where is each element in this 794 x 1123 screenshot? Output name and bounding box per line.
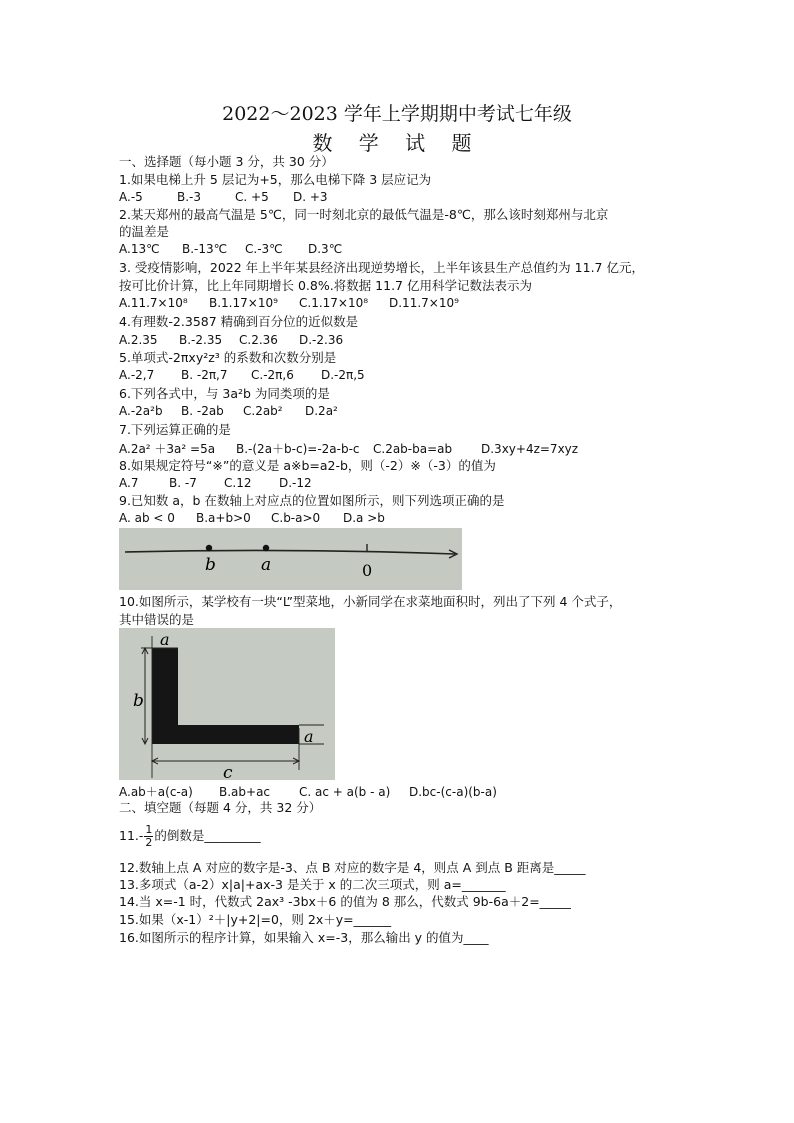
number-line-figure [119,528,462,590]
q6-option-c: C.2ab² [243,404,283,418]
l-shape-figure [119,628,335,780]
q3-option-a: A.11.7×10⁸ [119,296,188,310]
q8-option-c: C.12 [224,476,252,490]
q5-option-d: D.-2π,5 [321,368,365,382]
q10-option-b: B.ab+ac [219,785,271,799]
q2-option-d: D.3℃ [308,242,343,256]
q1-option-d: D. +3 [293,190,328,204]
q6-options [119,404,338,418]
q10-options [119,783,497,800]
q16-text: 16.如图所示的程序计算，如果输入 x=-3，那么输出 y 的值为____ [119,930,489,945]
q14-text: 14.当 x=-1 时，代数式 2ax³ -3bx＋6 的值为 8 那么，代数式 9b-6a＋2=_____ [119,894,571,909]
q6-text: 6.下列各式中，与 3a²b 为同类项的是 [119,386,330,401]
q3-text-line1: 3. 受疫情影响，2022 年上半年某县经济出现逆势增长，上半年该县生产总值约为 11.7 亿元， [119,260,644,275]
q6-option-a: A.-2a²b [119,404,163,418]
q10-text-line1: 10.如图所示，某学校有一块“L”型菜地，小新同学在求菜地面积时，列出了下列 4 个式子， [119,594,622,609]
q1-text: 1.如果电梯上升 5 层记为+5，那么电梯下降 3 层应记为 [119,172,432,187]
q4-option-c: C.2.36 [239,333,278,347]
q3-option-b: B.1.17×10⁹ [209,296,278,310]
q7-options [119,440,578,457]
q10-text-line2: 其中错误的是 [119,612,195,627]
q5-option-a: A.-2,7 [119,368,155,382]
label-a: a [261,555,272,575]
q2-option-c: C.-3℃ [245,242,283,256]
q11-prefix: 11.- [119,828,144,843]
q5-option-b: B. -2π,7 [181,368,228,382]
q9-text: 9.已知数 a，b 在数轴上对应点的位置如图所示，则下列选项正确的是 [119,493,505,508]
q1-options [119,190,328,204]
q5-options [119,368,365,382]
q2-option-b: B.-13℃ [182,242,228,256]
label-b: b [205,555,216,575]
q9-option-a: A. ab < 0 [119,511,175,525]
q10-option-d: D.bc-(c-a)(b-a) [409,785,497,799]
q5-option-c: C.-2π,6 [251,368,294,382]
exam-subtitle: 数 学 试 题 [312,131,482,155]
q4-text: 4.有理数-2.3587 精确到百分位的近似数是 [119,314,359,329]
label-zero: 0 [362,561,373,580]
q3-text-line2: 按可比价计算，比上年同期增长 0.8%.将数据 11.7 亿用科学记数法表示为 [119,278,532,293]
q11-numerator: 1 [145,823,153,836]
q2-options [119,242,342,256]
q2-text-line1: 2.某天郑州的最高气温是 5℃，同一时刻北京的最低气温是-8℃，那么该时刻郑州与北京 [119,207,609,222]
label-a-right: a [304,727,314,746]
label-b: b [133,691,144,711]
q10-option-a: A.ab＋a(c-a) [119,785,193,799]
label-a-top: a [160,630,170,649]
q9-option-b: B.a+b>0 [196,511,251,525]
q11-fraction [144,824,153,849]
q11-suffix: 的倒数是_________ [154,828,261,843]
point-a [263,545,269,551]
q4-option-d: D.-2.36 [299,333,344,347]
q13-text: 13.多项式（a-2）x|a|+ax-3 是关于 x 的二次三项式，则 a=_______ [119,877,506,892]
q10-option-c: C. ac + a(b - a) [299,785,391,799]
q8-text: 8.如果规定符号“※”的意义是 a※b=a2-b，则（-2）※（-3）的值为 [119,458,496,473]
q7-option-c: C.2ab-ba=ab [373,442,453,456]
q2-option-a: A.13℃ [119,242,160,256]
q12-text: 12.数轴上点 A 对应的数字是-3、点 B 对应的数字是 4，则点 A 到点 B 距离是_____ [119,860,586,875]
q1-option-b: B.-3 [177,190,202,204]
q1-option-c: C. +5 [235,190,269,204]
q3-option-d: D.11.7×10⁹ [389,296,459,310]
q11-denominator: 2 [145,836,153,849]
q3-options [119,296,459,310]
q7-option-a: A.2a² ＋3a² =5a [119,442,216,456]
section-choice-heading: 一、选择题（每小题 3 分，共 30 分） [119,154,334,169]
q4-options [119,333,343,347]
q4-option-a: A.2.35 [119,333,158,347]
exam-title: 2022～2023 学年上学期期中考试七年级 [222,103,572,125]
q4-option-b: B.-2.35 [179,333,223,347]
section-fill-heading: 二、填空题（每题 4 分，共 32 分） [119,800,322,815]
q15-text: 15.如果（x-1）²＋|y+2|=0，则 2x＋y=______ [119,912,392,927]
q5-text: 5.单项式-2πxy²z³ 的系数和次数分别是 [119,350,337,365]
label-c: c [223,763,233,780]
q8-options [119,476,312,490]
q8-option-b: B. -7 [169,476,197,490]
q7-option-d: D.3xy+4z=7xyz [481,442,579,456]
q9-option-c: C.b-a>0 [271,511,321,525]
q6-option-b: B. -2ab [181,404,224,418]
q7-option-b: B.-(2a＋b-c)=-2a-b-c [236,442,360,456]
q3-option-c: C.1.17×10⁸ [299,296,369,310]
q11-line [119,821,261,851]
point-b [206,545,212,551]
q1-option-a: A.-5 [119,190,143,204]
q6-option-d: D.2a² [305,404,338,418]
q9-option-d: D.a >b [343,511,385,525]
q9-options [119,511,385,525]
q2-text-line2: 的温差是 [119,224,170,239]
q8-option-d: D.-12 [279,476,312,490]
q7-text: 7.下列运算正确的是 [119,422,231,437]
q8-option-a: A.7 [119,476,139,490]
